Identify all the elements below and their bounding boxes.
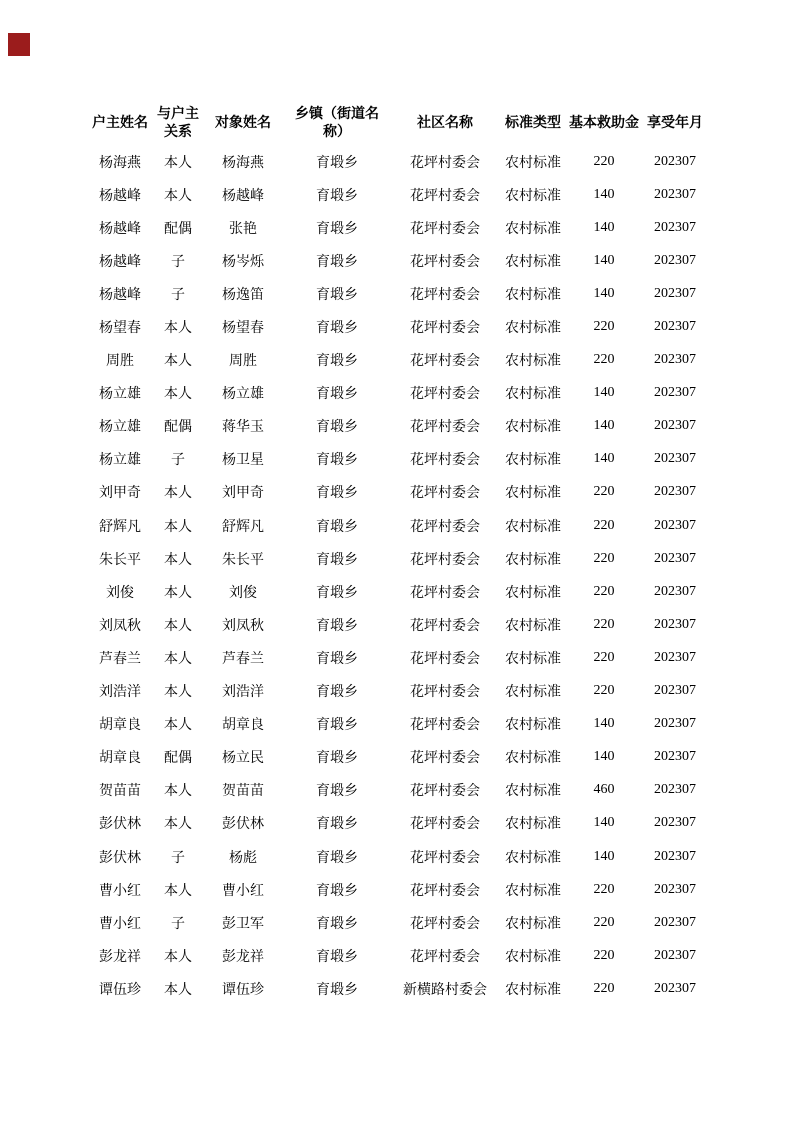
table-row <box>88 377 710 410</box>
table-cell: 杨立雄 <box>99 453 141 469</box>
table-cell: 花坪村委会 <box>410 718 480 734</box>
table-cell: 农村标准 <box>505 387 561 403</box>
table-cell: 220 <box>593 484 615 500</box>
table-cell: 农村标准 <box>505 751 561 767</box>
table-cell: 育塅乡 <box>316 486 358 502</box>
table-cell: 花坪村委会 <box>410 486 480 502</box>
table-cell: 本人 <box>164 188 192 204</box>
table-cell: 育塅乡 <box>316 254 358 270</box>
table-cell: 花坪村委会 <box>410 387 480 403</box>
table-cell: 220 <box>593 683 615 699</box>
table-row <box>88 410 710 443</box>
table-cell: 农村标准 <box>505 883 561 899</box>
table-cell: 农村标准 <box>505 188 561 204</box>
table-cell: 杨望春 <box>99 321 141 337</box>
table-cell: 育塅乡 <box>316 155 358 171</box>
table-cell: 杨立雄 <box>99 387 141 403</box>
table-cell: 220 <box>593 914 615 930</box>
table-cell: 202307 <box>654 782 696 798</box>
table-cell: 202307 <box>654 848 696 864</box>
column-header <box>282 103 392 145</box>
table-cell: 育塅乡 <box>316 221 358 237</box>
table-cell: 育塅乡 <box>316 420 358 436</box>
table-cell: 花坪村委会 <box>410 552 480 568</box>
table-cell: 花坪村委会 <box>410 188 480 204</box>
table-cell: 本人 <box>164 387 192 403</box>
table-row <box>88 310 710 343</box>
table-cell: 202307 <box>654 583 696 599</box>
table-cell: 子 <box>171 453 185 469</box>
table-cell: 140 <box>593 716 615 732</box>
table-cell: 花坪村委会 <box>410 321 480 337</box>
table-cell: 花坪村委会 <box>410 221 480 237</box>
table-cell: 舒辉凡 <box>222 519 264 535</box>
table-cell: 202307 <box>654 219 696 235</box>
table-row <box>88 575 710 608</box>
table-cell: 子 <box>171 287 185 303</box>
table-cell: 农村标准 <box>505 718 561 734</box>
table-cell: 本人 <box>164 651 192 667</box>
table-row <box>88 608 710 641</box>
table-cell: 育塅乡 <box>316 817 358 833</box>
column-header-label: 享受年月 <box>647 116 703 131</box>
table-cell: 花坪村委会 <box>410 850 480 866</box>
table-row <box>88 542 710 575</box>
table-cell: 杨岑烁 <box>222 254 264 270</box>
table-cell: 刘凤秋 <box>222 618 264 634</box>
table-cell: 杨望春 <box>222 321 264 337</box>
table-row <box>88 476 710 509</box>
table-row <box>88 906 710 939</box>
table-cell: 本人 <box>164 784 192 800</box>
table-cell: 配偶 <box>164 221 192 237</box>
table-cell: 舒辉凡 <box>99 519 141 535</box>
table-cell: 育塅乡 <box>316 321 358 337</box>
table-cell: 育塅乡 <box>316 784 358 800</box>
table-cell: 子 <box>171 850 185 866</box>
table-cell: 花坪村委会 <box>410 453 480 469</box>
table-cell: 花坪村委会 <box>410 155 480 171</box>
table-cell: 子 <box>171 254 185 270</box>
table-cell: 农村标准 <box>505 817 561 833</box>
table-cell: 育塅乡 <box>316 387 358 403</box>
table-row <box>88 178 710 211</box>
table-cell: 农村标准 <box>505 784 561 800</box>
table-row <box>88 675 710 708</box>
table-cell: 朱长平 <box>99 552 141 568</box>
table-cell: 140 <box>593 186 615 202</box>
table-cell: 胡章良 <box>99 751 141 767</box>
table-cell: 杨越峰 <box>99 188 141 204</box>
table-cell: 刘凤秋 <box>99 618 141 634</box>
table-cell: 140 <box>593 385 615 401</box>
table-row <box>88 344 710 377</box>
table-cell: 育塅乡 <box>316 618 358 634</box>
table-cell: 本人 <box>164 883 192 899</box>
table-cell: 刘浩洋 <box>99 685 141 701</box>
table-cell: 本人 <box>164 817 192 833</box>
table-cell: 140 <box>593 219 615 235</box>
table-cell: 谭伍珍 <box>222 982 264 998</box>
table-cell: 配偶 <box>164 751 192 767</box>
column-header <box>640 103 710 145</box>
table-row <box>88 443 710 476</box>
table-cell: 202307 <box>654 418 696 434</box>
column-header <box>568 103 640 145</box>
table-cell: 彭卫军 <box>222 916 264 932</box>
table-row <box>88 741 710 774</box>
table-cell: 花坪村委会 <box>410 420 480 436</box>
table-cell: 140 <box>593 451 615 467</box>
table-cell: 子 <box>171 916 185 932</box>
table-cell: 本人 <box>164 949 192 965</box>
table-cell: 刘甲奇 <box>99 486 141 502</box>
table-row <box>88 873 710 906</box>
column-header <box>204 103 282 145</box>
table-cell: 农村标准 <box>505 155 561 171</box>
table-cell: 本人 <box>164 354 192 370</box>
table-cell: 花坪村委会 <box>410 618 480 634</box>
table-cell: 刘甲奇 <box>222 486 264 502</box>
table-cell: 育塅乡 <box>316 718 358 734</box>
table-cell: 贺苗苗 <box>222 784 264 800</box>
table-cell: 140 <box>593 848 615 864</box>
table-cell: 202307 <box>654 716 696 732</box>
table-cell: 杨越峰 <box>222 188 264 204</box>
table-cell: 140 <box>593 749 615 765</box>
table-cell: 育塅乡 <box>316 519 358 535</box>
table-cell: 202307 <box>654 352 696 368</box>
table-cell: 农村标准 <box>505 321 561 337</box>
table-cell: 本人 <box>164 519 192 535</box>
table-cell: 育塅乡 <box>316 552 358 568</box>
table-cell: 花坪村委会 <box>410 949 480 965</box>
table-cell: 育塅乡 <box>316 453 358 469</box>
table-cell: 彭伏林 <box>222 817 264 833</box>
table-cell: 杨越峰 <box>99 287 141 303</box>
table-cell: 202307 <box>654 616 696 632</box>
table-cell: 农村标准 <box>505 354 561 370</box>
table-cell: 花坪村委会 <box>410 784 480 800</box>
table-cell: 胡章良 <box>222 718 264 734</box>
table-cell: 本人 <box>164 155 192 171</box>
table-cell: 140 <box>593 815 615 831</box>
table-cell: 农村标准 <box>505 618 561 634</box>
benefit-table <box>88 103 710 1005</box>
table-cell: 杨海燕 <box>99 155 141 171</box>
column-header <box>152 103 204 145</box>
table-cell: 花坪村委会 <box>410 883 480 899</box>
table-cell: 育塅乡 <box>316 188 358 204</box>
table-cell: 202307 <box>654 252 696 268</box>
table-cell: 140 <box>593 418 615 434</box>
table-cell: 杨卫星 <box>222 453 264 469</box>
table-cell: 花坪村委会 <box>410 916 480 932</box>
column-header-label: 户主姓名 <box>92 116 148 131</box>
table-cell: 140 <box>593 285 615 301</box>
table-cell: 农村标准 <box>505 486 561 502</box>
table-cell: 220 <box>593 947 615 963</box>
table-cell: 花坪村委会 <box>410 751 480 767</box>
table-cell: 育塅乡 <box>316 354 358 370</box>
table-cell: 460 <box>593 782 615 798</box>
table-cell: 202307 <box>654 484 696 500</box>
table-cell: 220 <box>593 517 615 533</box>
table-cell: 芦春兰 <box>222 651 264 667</box>
table-row <box>88 774 710 807</box>
table-row <box>88 807 710 840</box>
table-cell: 农村标准 <box>505 453 561 469</box>
table-cell: 农村标准 <box>505 552 561 568</box>
table-cell: 配偶 <box>164 420 192 436</box>
table-cell: 202307 <box>654 914 696 930</box>
table-cell: 220 <box>593 980 615 996</box>
table-cell: 202307 <box>654 649 696 665</box>
table-cell: 农村标准 <box>505 982 561 998</box>
table-cell: 本人 <box>164 552 192 568</box>
table-cell: 杨逸笛 <box>222 287 264 303</box>
table-cell: 育塅乡 <box>316 982 358 998</box>
table-row <box>88 145 710 178</box>
table-cell: 本人 <box>164 718 192 734</box>
table-cell: 杨立雄 <box>222 387 264 403</box>
table-cell: 农村标准 <box>505 221 561 237</box>
table-cell: 彭伏林 <box>99 817 141 833</box>
column-header-label: 与户主关系 <box>157 107 199 140</box>
table-cell: 本人 <box>164 486 192 502</box>
table-cell: 202307 <box>654 385 696 401</box>
table-cell: 220 <box>593 616 615 632</box>
table-cell: 140 <box>593 252 615 268</box>
table-cell: 202307 <box>654 517 696 533</box>
table-cell: 谭伍珍 <box>99 982 141 998</box>
table-cell: 花坪村委会 <box>410 287 480 303</box>
table-cell: 220 <box>593 352 615 368</box>
table-cell: 杨海燕 <box>222 155 264 171</box>
table-cell: 花坪村委会 <box>410 651 480 667</box>
table-row <box>88 840 710 873</box>
table-cell: 202307 <box>654 881 696 897</box>
table-cell: 农村标准 <box>505 850 561 866</box>
table-cell: 彭伏林 <box>99 850 141 866</box>
table-cell: 农村标准 <box>505 685 561 701</box>
table-cell: 本人 <box>164 321 192 337</box>
table-cell: 农村标准 <box>505 651 561 667</box>
table-cell: 220 <box>593 550 615 566</box>
table-body <box>88 145 710 1005</box>
table-row <box>88 509 710 542</box>
table-cell: 202307 <box>654 815 696 831</box>
table-cell: 202307 <box>654 153 696 169</box>
table-cell: 202307 <box>654 749 696 765</box>
table-cell: 220 <box>593 881 615 897</box>
column-header <box>88 103 152 145</box>
table-cell: 刘俊 <box>229 585 257 601</box>
table-cell: 杨立民 <box>222 751 264 767</box>
column-header-label: 标准类型 <box>505 116 561 131</box>
table-cell: 育塅乡 <box>316 850 358 866</box>
table-cell: 花坪村委会 <box>410 817 480 833</box>
table-cell: 育塅乡 <box>316 883 358 899</box>
table-cell: 本人 <box>164 982 192 998</box>
column-header <box>498 103 568 145</box>
table-cell: 202307 <box>654 947 696 963</box>
table-cell: 花坪村委会 <box>410 585 480 601</box>
table-cell: 张艳 <box>229 221 257 237</box>
table-cell: 农村标准 <box>505 916 561 932</box>
table-cell: 本人 <box>164 585 192 601</box>
table-row <box>88 939 710 972</box>
table-cell: 202307 <box>654 980 696 996</box>
table-cell: 杨越峰 <box>99 254 141 270</box>
table-cell: 育塅乡 <box>316 685 358 701</box>
table-row <box>88 211 710 244</box>
table-cell: 花坪村委会 <box>410 354 480 370</box>
table-cell: 彭龙祥 <box>222 949 264 965</box>
red-annotation-marker <box>8 33 30 56</box>
table-cell: 胡章良 <box>99 718 141 734</box>
table-cell: 本人 <box>164 618 192 634</box>
table-cell: 农村标准 <box>505 585 561 601</box>
table-row <box>88 277 710 310</box>
table-cell: 202307 <box>654 683 696 699</box>
table-cell: 芦春兰 <box>99 651 141 667</box>
table-cell: 育塅乡 <box>316 585 358 601</box>
table-header <box>88 103 710 145</box>
table-cell: 202307 <box>654 186 696 202</box>
column-header-label: 社区名称 <box>417 116 473 131</box>
table-cell: 220 <box>593 649 615 665</box>
table-cell: 花坪村委会 <box>410 254 480 270</box>
table-cell: 杨彪 <box>229 850 257 866</box>
table-cell: 农村标准 <box>505 254 561 270</box>
table-cell: 育塅乡 <box>316 949 358 965</box>
table-cell: 曹小红 <box>222 883 264 899</box>
table-cell: 杨立雄 <box>99 420 141 436</box>
table-cell: 农村标准 <box>505 519 561 535</box>
table-row <box>88 708 710 741</box>
table-row <box>88 641 710 674</box>
table-cell: 刘俊 <box>106 585 134 601</box>
column-header-label: 对象姓名 <box>215 116 271 131</box>
table-cell: 朱长平 <box>222 552 264 568</box>
table-cell: 彭龙祥 <box>99 949 141 965</box>
table-cell: 曹小红 <box>99 883 141 899</box>
table-cell: 育塅乡 <box>316 916 358 932</box>
table-cell: 花坪村委会 <box>410 685 480 701</box>
table-cell: 202307 <box>654 285 696 301</box>
table-cell: 本人 <box>164 685 192 701</box>
table-cell: 202307 <box>654 319 696 335</box>
table-cell: 220 <box>593 153 615 169</box>
table-cell: 220 <box>593 583 615 599</box>
table-cell: 202307 <box>654 451 696 467</box>
table-cell: 育塅乡 <box>316 751 358 767</box>
table-cell: 花坪村委会 <box>410 519 480 535</box>
table-cell: 220 <box>593 319 615 335</box>
table-cell: 育塅乡 <box>316 287 358 303</box>
table-cell: 202307 <box>654 550 696 566</box>
table-cell: 农村标准 <box>505 949 561 965</box>
table-cell: 育塅乡 <box>316 651 358 667</box>
table-row <box>88 972 710 1005</box>
table-cell: 农村标准 <box>505 287 561 303</box>
table-cell: 周胜 <box>106 354 134 370</box>
column-header-label: 基本救助金 <box>569 116 639 131</box>
table-cell: 蒋华玉 <box>222 420 264 436</box>
table-cell: 新横路村委会 <box>403 982 487 998</box>
table-row <box>88 244 710 277</box>
table-cell: 刘浩洋 <box>222 685 264 701</box>
table-header-row <box>88 103 710 145</box>
column-header <box>392 103 498 145</box>
table-cell: 杨越峰 <box>99 221 141 237</box>
table-cell: 农村标准 <box>505 420 561 436</box>
table-cell: 贺苗苗 <box>99 784 141 800</box>
table-cell: 周胜 <box>229 354 257 370</box>
table-cell: 曹小红 <box>99 916 141 932</box>
column-header-label: 乡镇（街道名称） <box>295 107 379 140</box>
